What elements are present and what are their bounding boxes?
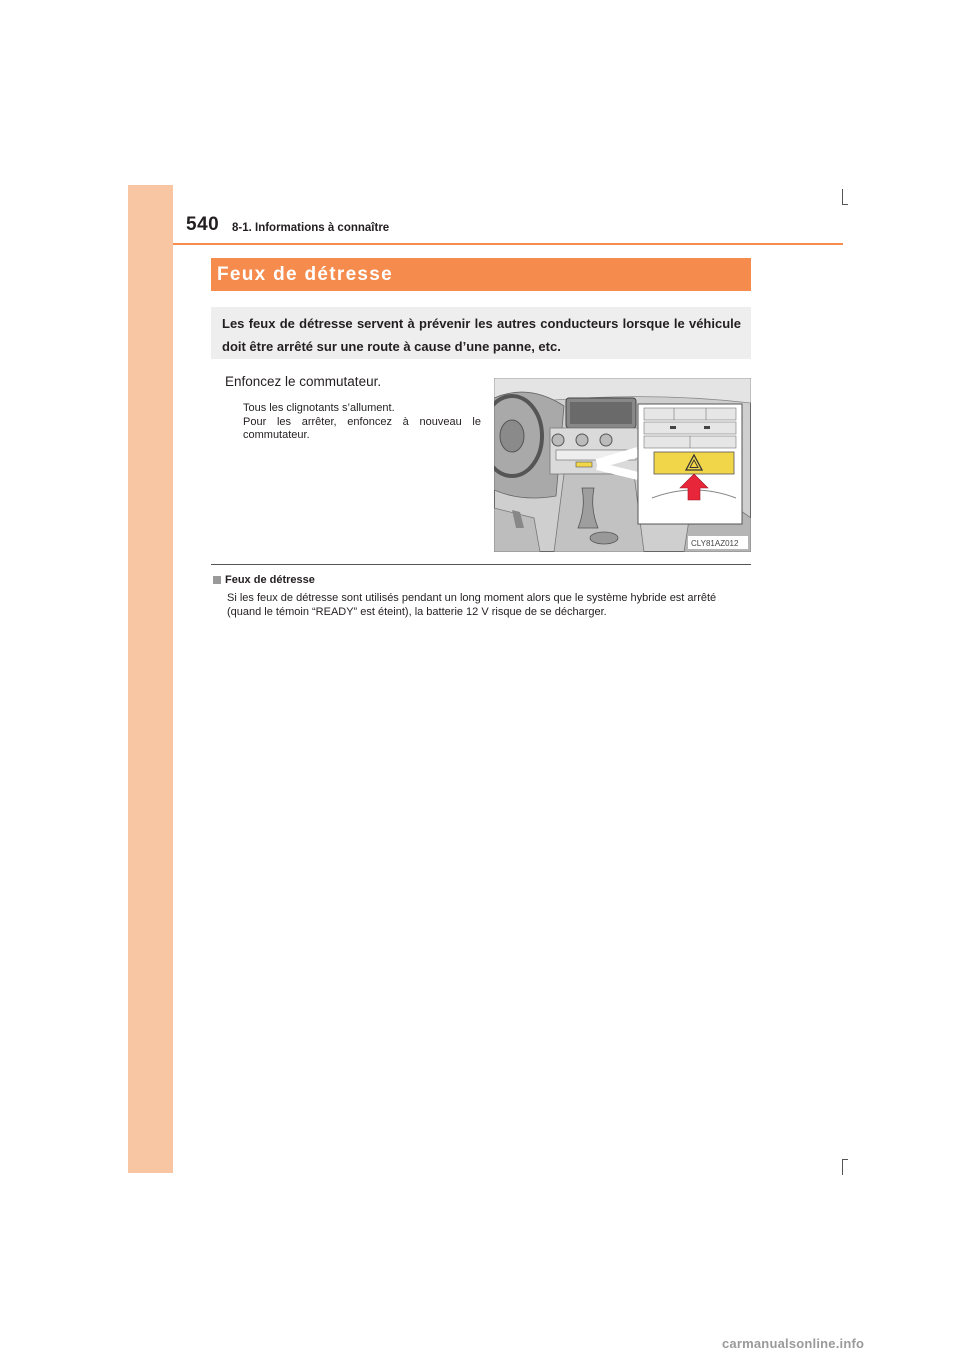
page-number: 540: [186, 214, 220, 235]
heading-bar: [211, 258, 751, 291]
section-title: 8-1. Informations à connaître: [232, 222, 390, 234]
header-rule: [173, 243, 843, 245]
dashboard-drawing: [494, 378, 751, 552]
note-title: [213, 574, 315, 586]
step-detail: [243, 402, 481, 443]
step-detail-line1: Tous les clignotants s’allument.: [243, 402, 395, 414]
crop-mark-top: [842, 189, 843, 205]
side-tab-band: [128, 185, 173, 1173]
dashboard-illustration: [494, 378, 751, 552]
figure-code: CLY81AZ012: [691, 539, 739, 548]
section-divider: [211, 564, 751, 565]
note-title-text: Feux de détresse: [225, 574, 315, 586]
crop-mark-top-foot: [842, 204, 848, 205]
watermark: carmanualsonline.info: [722, 1336, 865, 1351]
crop-mark-bottom-foot: [842, 1159, 848, 1160]
crop-mark-bottom: [842, 1159, 843, 1175]
note-body: Si les feux de détresse sont utilisés pendant un long moment alors que le système hybride est arrêté (quand le témoin “READY” est éteint), la batterie 12 V risque de se décharger.: [227, 592, 717, 618]
step-instruction: Enfoncez le commutateur.: [225, 374, 382, 389]
page-heading: Feux de détresse: [217, 263, 394, 285]
intro-box: Les feux de détresse servent à prévenir les autres conducteurs lorsque le véhicule doit être arrêté sur une route à cause d’une panne, etc.: [211, 307, 751, 359]
step-detail-line2: Pour les arrêter, enfoncez à nouveau le commutateur.: [243, 415, 481, 441]
bullet-square-icon: [213, 576, 221, 584]
